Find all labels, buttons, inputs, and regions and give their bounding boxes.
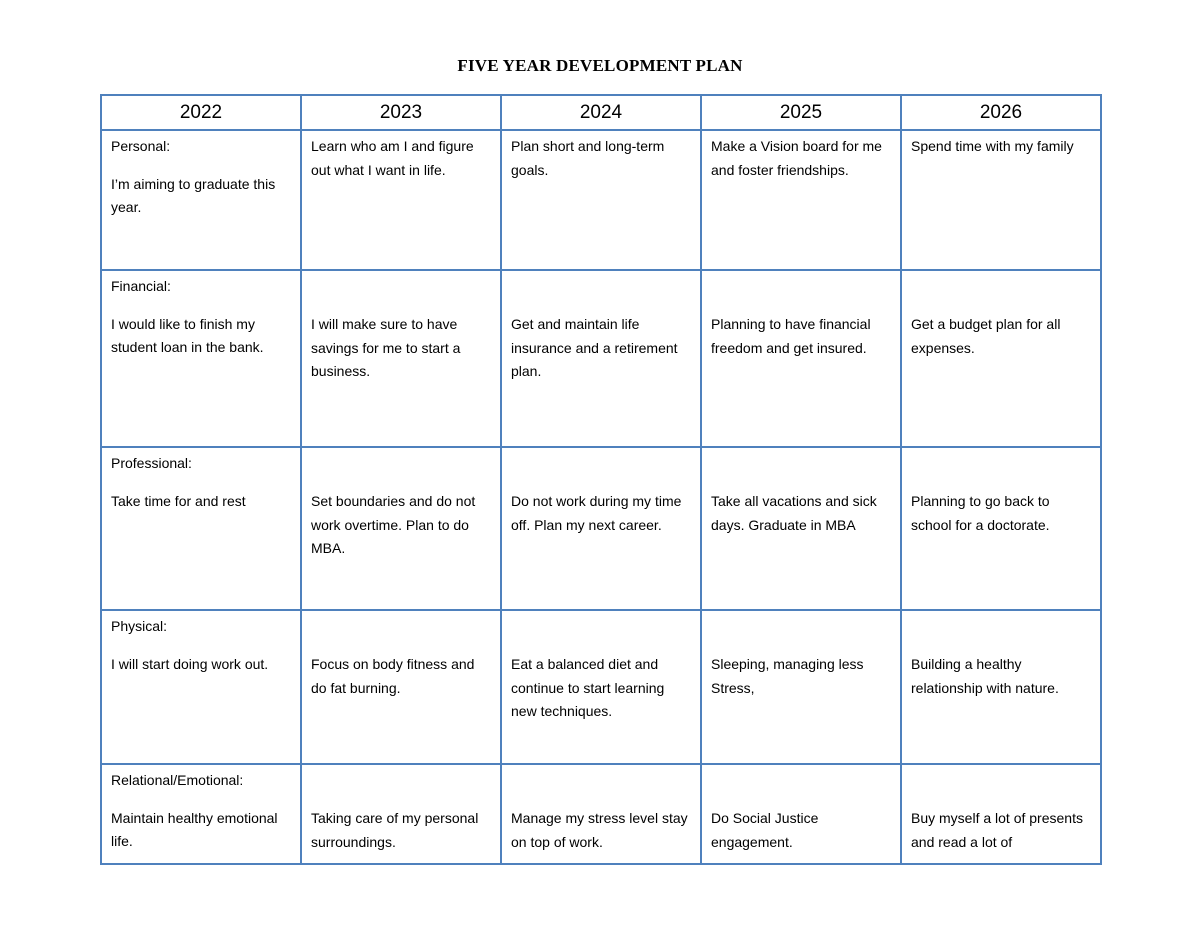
year-header-row <box>101 95 1101 130</box>
year-header-2022: 2022 <box>101 95 301 130</box>
page-title: FIVE YEAR DEVELOPMENT PLAN <box>457 56 743 75</box>
cell-text: Planning to go back to school for a doctorate. <box>911 493 1050 533</box>
cell-spacer <box>311 275 492 313</box>
category-label-professional: Professional: <box>111 455 192 471</box>
cell-spacer <box>311 615 492 653</box>
cell-text: Learn who am I and figure out what I want in life. <box>311 138 474 178</box>
category-label-financial: Financial: <box>111 278 171 294</box>
category-label-personal: Personal: <box>111 138 171 154</box>
cell-text: I will start doing work out. <box>111 655 269 672</box>
cell-professional-2024 <box>501 447 701 610</box>
cell-personal-2025 <box>701 130 901 270</box>
cell-relational-2023 <box>301 764 501 864</box>
cell-text: Focus on body fitness and do fat burning. <box>311 656 475 696</box>
cell-spacer <box>511 615 692 653</box>
year-header-2025: 2025 <box>701 95 901 130</box>
cell-text: Taking care of my personal surroundings. <box>311 810 479 850</box>
cell-text: Do Social Justice engagement. <box>711 810 819 850</box>
row-professional <box>101 447 1101 610</box>
cell-relational-2025 <box>701 764 901 864</box>
cell-professional-2023 <box>301 447 501 610</box>
cell-spacer <box>311 452 492 490</box>
development-plan-table <box>100 94 1102 865</box>
row-personal <box>101 130 1101 270</box>
year-header-2026: 2026 <box>901 95 1101 130</box>
cell-text: Spend time with my family <box>911 138 1074 154</box>
cell-spacer <box>911 275 1092 313</box>
cell-professional-2025 <box>701 447 901 610</box>
cell-spacer <box>511 275 692 313</box>
cell-text: Planning to have financial freedom and get insured. <box>711 316 871 356</box>
cell-personal-2023 <box>301 130 501 270</box>
cell-text: Maintain healthy emotional life. <box>111 809 278 849</box>
cell-personal-2026 <box>901 130 1101 270</box>
cell-spacer <box>911 769 1092 807</box>
cell-professional-2026 <box>901 447 1101 610</box>
cell-text: Eat a balanced diet and continue to start learning new techniques. <box>511 656 665 719</box>
cell-relational-2024 <box>501 764 701 864</box>
cell-spacer <box>311 769 492 807</box>
year-header-2023: 2023 <box>301 95 501 130</box>
cell-financial-2022 <box>101 270 301 447</box>
cell-physical-2023 <box>301 610 501 764</box>
cell-text: Sleeping, managing less Stress, <box>711 656 864 696</box>
cell-physical-2025 <box>701 610 901 764</box>
cell-text: Get a budget plan for all expenses. <box>911 316 1061 356</box>
row-relational-emotional <box>101 764 1101 864</box>
cell-text: I’m aiming to graduate this year. <box>111 175 276 215</box>
cell-physical-2024 <box>501 610 701 764</box>
cell-physical-2022 <box>101 610 301 764</box>
cell-professional-2022 <box>101 447 301 610</box>
cell-text: Do not work during my time off. Plan my next career. <box>511 493 682 533</box>
cell-text: Make a Vision board for me and foster friendships. <box>711 138 882 178</box>
cell-spacer <box>911 615 1092 653</box>
cell-text: Take all vacations and sick days. Graduate in MBA <box>711 493 877 533</box>
cell-relational-2022 <box>101 764 301 864</box>
category-label-physical: Physical: <box>111 618 168 634</box>
cell-financial-2024 <box>501 270 701 447</box>
cell-spacer <box>711 769 892 807</box>
cell-text: I will make sure to have savings for me to start a business. <box>311 316 461 379</box>
cell-text: Take time for and rest <box>111 492 246 509</box>
cell-spacer <box>711 452 892 490</box>
cell-spacer <box>711 275 892 313</box>
cell-personal-2022 <box>101 130 301 270</box>
cell-text: I would like to finish my student loan in the bank. <box>111 315 264 355</box>
cell-text: Get and maintain life insurance and a retirement plan. <box>511 316 678 379</box>
cell-text: Plan short and long-term goals. <box>511 138 665 178</box>
row-financial <box>101 270 1101 447</box>
year-header-2024: 2024 <box>501 95 701 130</box>
cell-physical-2026 <box>901 610 1101 764</box>
cell-text: Set boundaries and do not work overtime. Plan to do MBA. <box>311 493 476 556</box>
cell-personal-2024 <box>501 130 701 270</box>
cell-spacer <box>511 769 692 807</box>
cell-relational-2026 <box>901 764 1101 864</box>
cell-spacer <box>711 615 892 653</box>
cell-spacer <box>911 452 1092 490</box>
cell-financial-2025 <box>701 270 901 447</box>
cell-financial-2023 <box>301 270 501 447</box>
row-physical <box>101 610 1101 764</box>
cell-financial-2026 <box>901 270 1101 447</box>
cell-text: Manage my stress level stay on top of work. <box>511 810 688 850</box>
cell-text: Building a healthy relationship with nature. <box>911 656 1059 696</box>
cell-spacer <box>511 452 692 490</box>
cell-text: Buy myself a lot of presents and read a lot of <box>911 810 1083 850</box>
category-label-relational-emotional: Relational/Emotional: <box>111 772 244 788</box>
